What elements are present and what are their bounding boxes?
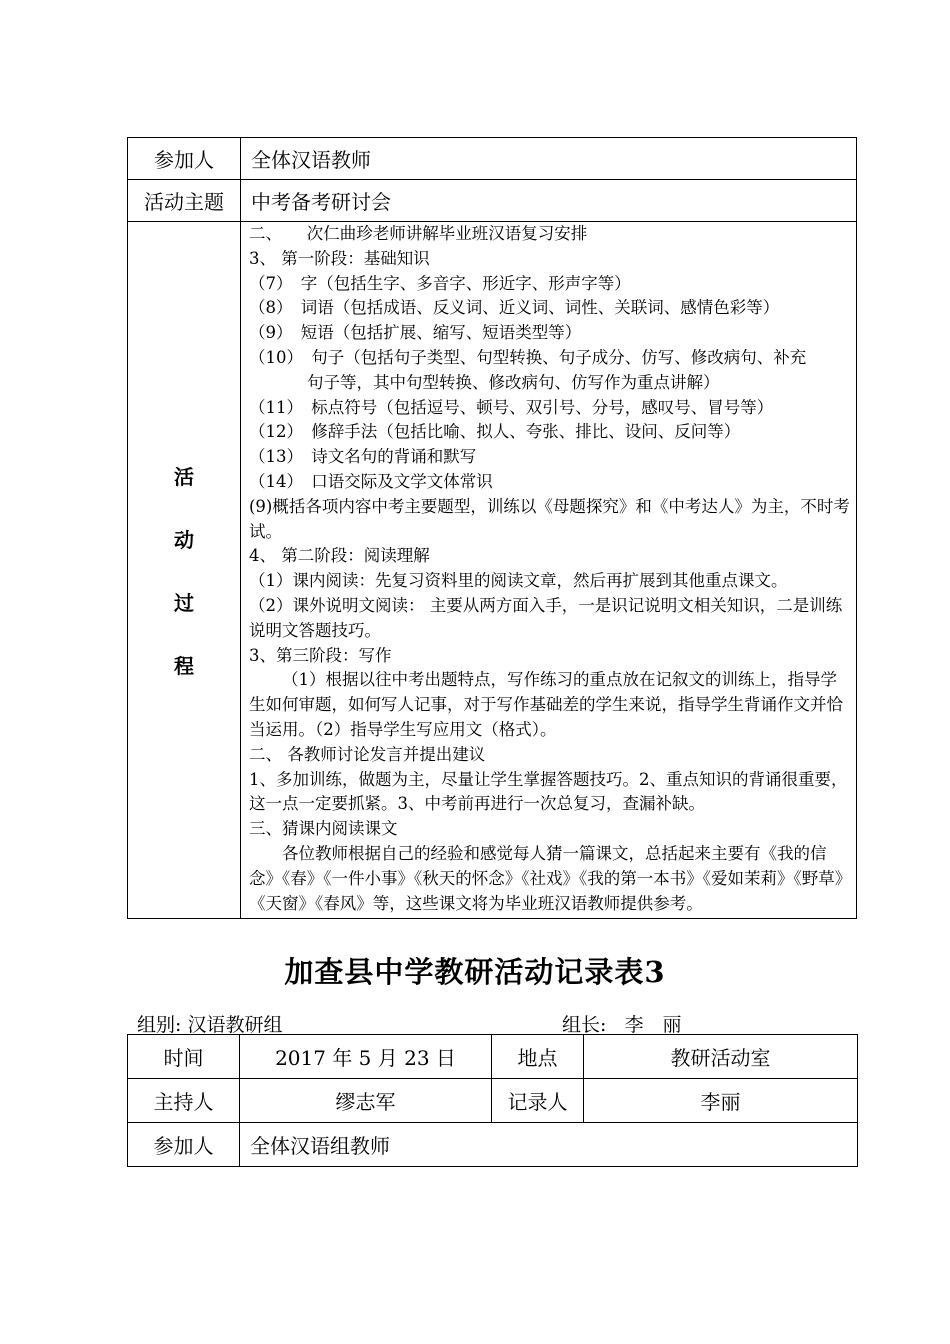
host-value: 缪志军 [240,1079,492,1123]
content-line: （14） 口语交际及文学文体常识 [249,471,493,491]
process-char: 过 [174,591,194,616]
place-value: 教研活动室 [584,1035,858,1079]
place-label: 地点 [492,1035,584,1079]
group-label: 组别: [137,1014,182,1036]
group-value: 汉语教研组 [187,1014,283,1036]
content-line: （10） 句子（包括句子类型、句型转换、句子成分、仿写、修改病句、补充 [249,347,807,367]
content-line: （9） 短语（包括扩展、缩写、短语类型等） [249,323,582,343]
content-line: 二、 次仁曲珍老师讲解毕业班汉语复习安排 [249,224,588,243]
content-line: （12） 修辞手法（包括比喻、拟人、夸张、排比、设问、反问等） [249,422,741,442]
leader-info [562,1010,682,1037]
participants-label: 参加人 [128,1123,240,1167]
content-line: (9)概括各项内容中考主要题型，训练以《母题探究》和《中考达人》为主，不时考试。 [249,496,850,541]
participants-label: 参加人 [128,138,241,180]
content-line: （7） 字（包括生字、多音字、形近字、形声字等） [249,273,631,293]
content-line: （1）根据以往中考出题特点，写作练习的重点放在记叙文的训练上，指导学生如何审题，如何写人记事，对于写作基础差的学生来说，指导学生背诵作文并恰当运用。（2）指导学生写应用文（格式）。 [249,670,843,739]
activity-process-content [241,222,857,919]
content-line: 二、 各教师讨论发言并提出建议 [249,744,486,764]
content-line: （13） 诗文名句的背诵和默写 [249,447,477,467]
activity-process-label [128,222,241,919]
activity-record-table [127,137,857,919]
content-line: 各位教师根据自己的经验和感觉每人猜一篇课文，总括起来主要有《我的信念》《春》《一件小事》《秋天的怀念》《社戏》《我的第一本书》《爱如茉莉》《野草》《天窗》《春风》等，这些课文将为毕业班汉语教师提供参考。 [249,843,843,913]
leader-label: 组长: [562,1014,607,1036]
form-title: 加查县中学教研活动记录表3 [284,955,666,989]
content-line: 三、猜课内阅读课文 [249,819,398,839]
recorder-label: 记录人 [492,1079,584,1123]
content-line: （11） 标点符号（包括逗号、顿号、双引号、分号，感叹号、冒号等） [249,397,774,417]
content-line: （2）课外说明文阅读： 主要从两方面入手，一是识记说明文相关知识，二是训练说明文答题技巧。 [249,595,843,640]
host-label: 主持人 [128,1079,240,1123]
process-char: 程 [174,654,194,679]
theme-label: 活动主题 [128,180,241,222]
content-line: （8） 词语（包括成语、反义词、近义词、词性、关联词、感情色彩等） [249,298,780,318]
content-line: 3、 第一阶段：基础知识 [249,248,430,268]
form3-table [127,1034,858,1167]
content-line: 句子等，其中句型转换、修改病句、仿写作为重点讲解） [307,372,720,392]
process-char: 活 [174,465,194,490]
content-line: 3、第三阶段：写作 [249,645,392,665]
leader-value: 李 丽 [624,1014,682,1036]
content-line: 1、多加训练，做题为主，尽量让学生掌握答题技巧。2、重点知识的背诵很重要，这一点一定要抓紧。3、中考前再进行一次总复习，查漏补缺。 [249,769,848,814]
recorder-value: 李丽 [584,1079,858,1123]
content-line: （1）课内阅读：先复习资料里的阅读文章，然后再扩展到其他重点课文。 [249,571,788,591]
content-line: 4、 第二阶段：阅读理解 [249,546,430,566]
theme-value: 中考备考研讨会 [241,180,857,222]
participants-value: 全体汉语组教师 [240,1123,858,1167]
participants-value: 全体汉语教师 [241,138,857,180]
form-meta [137,1010,857,1037]
time-value: 2017 年 5 月 23 日 [240,1035,492,1079]
time-label: 时间 [128,1035,240,1079]
process-char: 动 [174,528,194,553]
